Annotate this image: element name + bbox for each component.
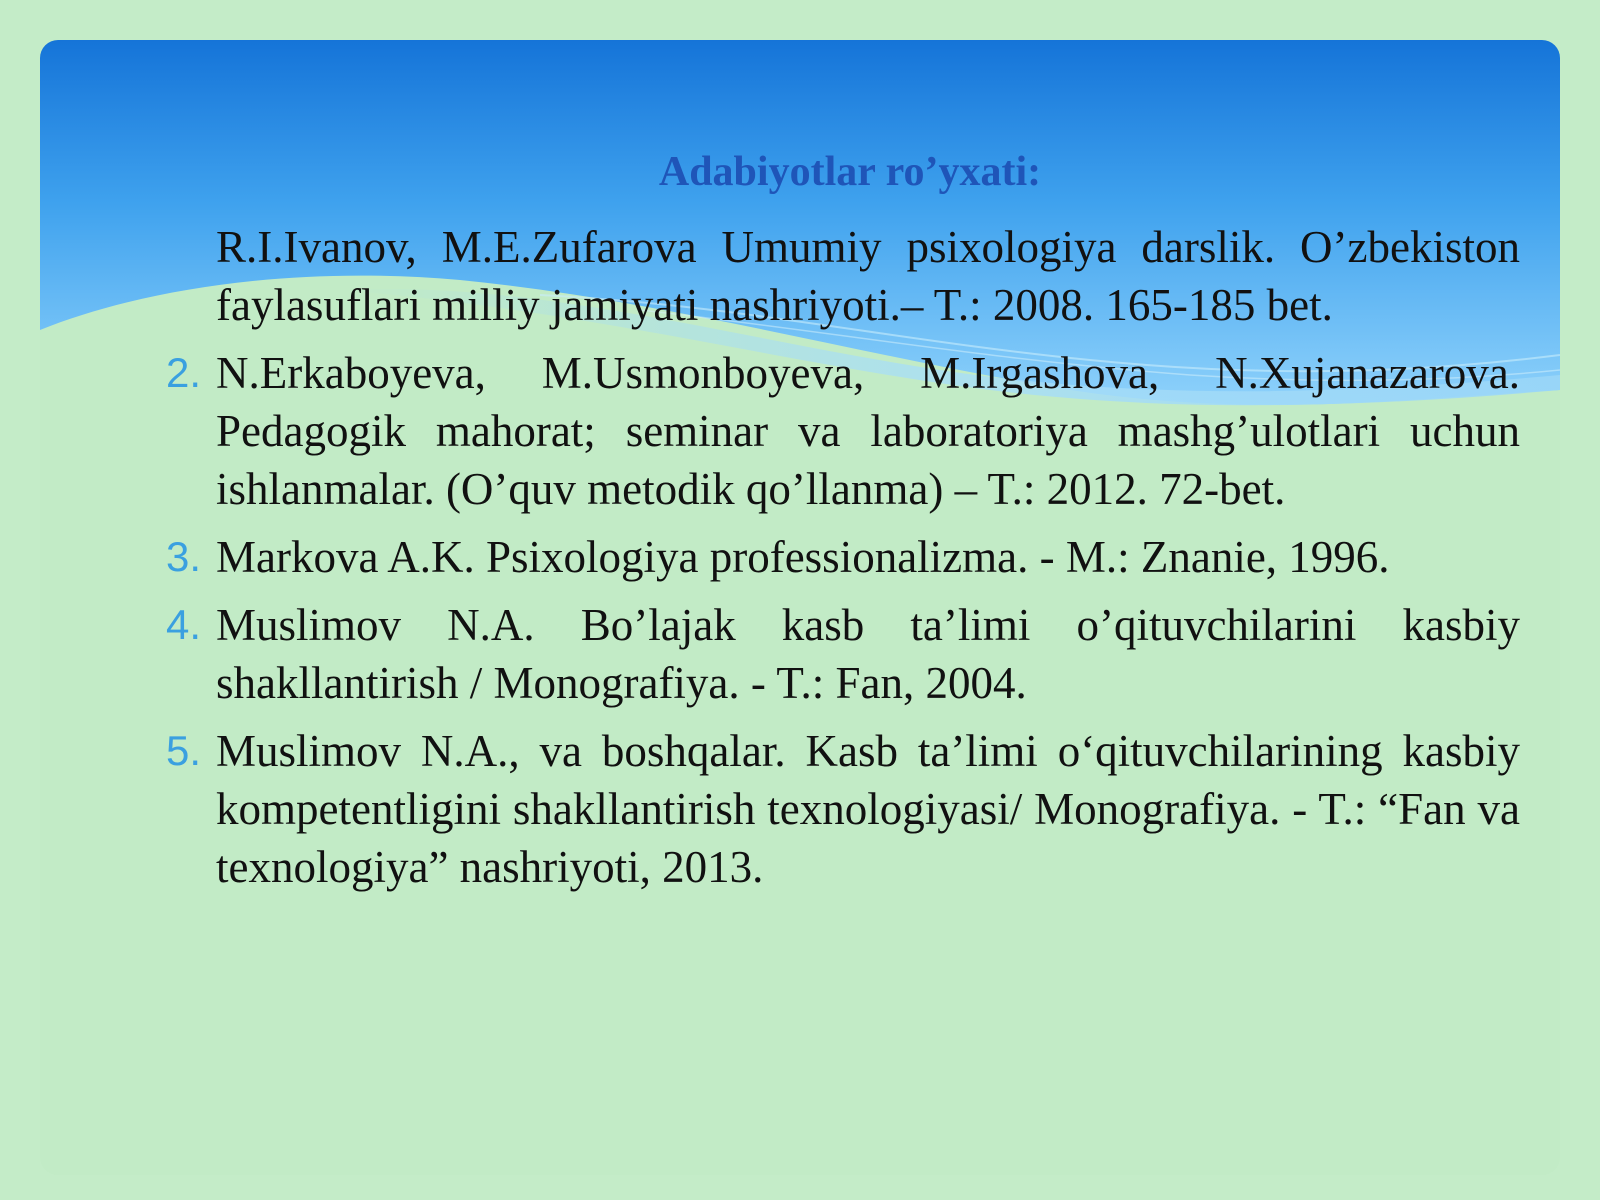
reference-number: 3.	[166, 533, 202, 580]
reference-item	[160, 722, 1520, 896]
reference-item	[160, 218, 1520, 334]
reference-text: Markova A.K. Psixologiya professionalizma. - M.: Znanie, 1996.	[216, 532, 1390, 582]
reference-text: Muslimov N.A., va boshqalar. Kasb ta’limi o‘qituvchilarining kasbiy kompetentligini shakllantirish texnologiyasi/ Monografiya. - T.: “Fan va texnologiya” nashriyoti, 2013.	[216, 726, 1520, 892]
reference-text: R.I.Ivanov, M.E.Zufarova Umumiy psixologiya darslik. O’zbekiston faylasuflari milliy jamiyati nashriyoti.– T.: 2008. 165-185 bet.	[216, 222, 1520, 330]
reference-number: 5.	[166, 727, 202, 774]
reference-item	[160, 596, 1520, 712]
reference-number: 2.	[166, 349, 202, 396]
reference-text: N.Erkaboyeva, M.Usmonboyeva, M.Irgashova, N.Xujanazarova. Pedagogik mahorat; seminar va laboratoriya mashg’ulotlari uchun ishlanmalar. (O’quv metodik qo’llanma) – T.: 2012. 72-bet.	[216, 348, 1520, 514]
reference-number: 4.	[166, 601, 202, 648]
slide	[40, 40, 1560, 1175]
reference-list	[160, 218, 1520, 906]
reference-item	[160, 528, 1520, 586]
reference-item	[160, 344, 1520, 518]
reference-text: Muslimov N.A. Bo’lajak kasb ta’limi o’qituvchilarini kasbiy shakllantirish / Monografiya. - T.: Fan, 2004.	[216, 600, 1520, 708]
slide-title: Adabiyotlar ro’yxati:	[658, 149, 1042, 195]
